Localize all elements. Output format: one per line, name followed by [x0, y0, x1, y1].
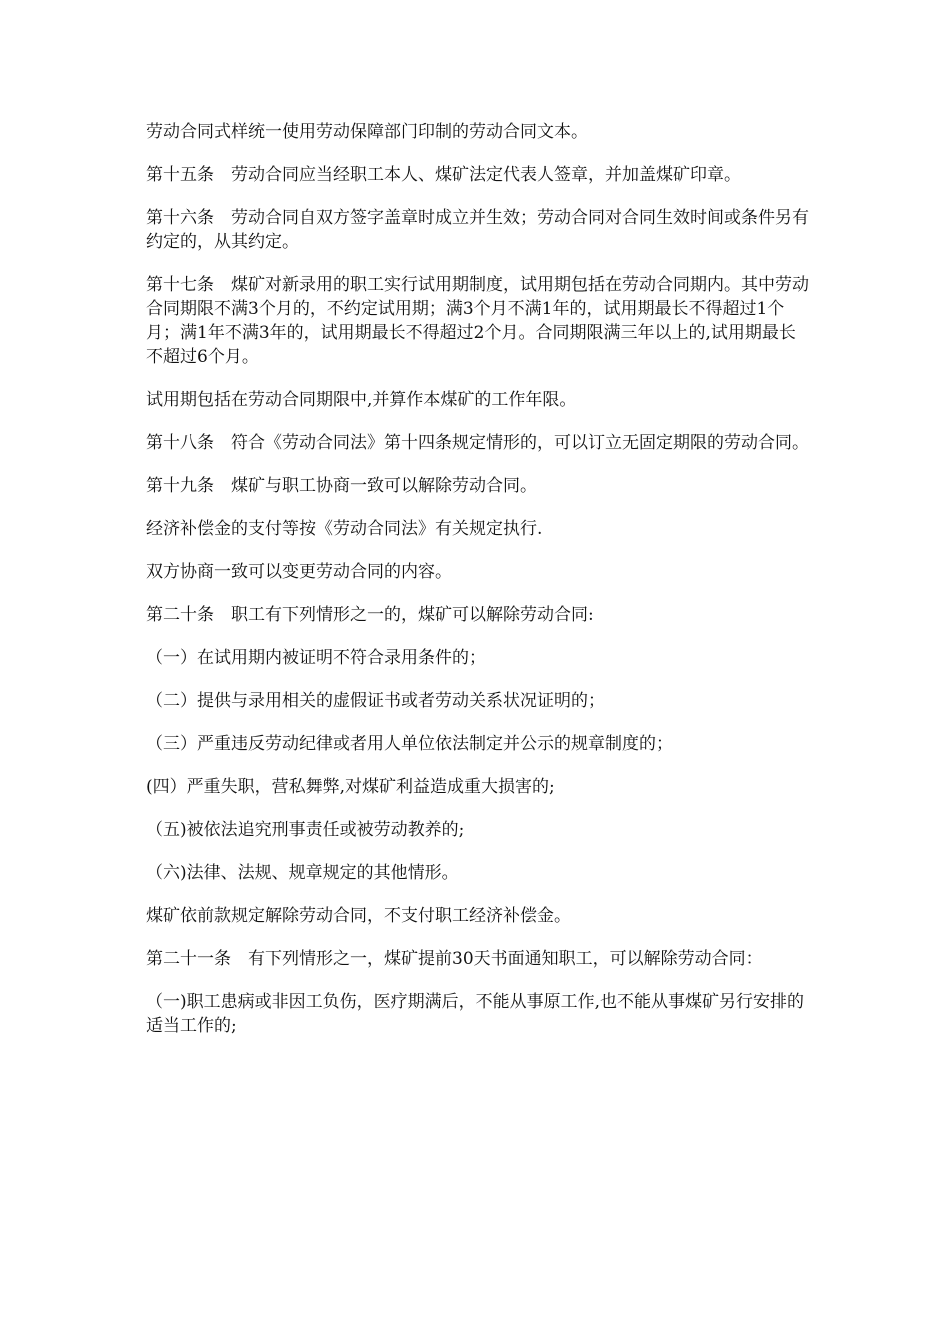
- paragraph-no-compensation: 煤矿依前款规定解除劳动合同，不支付职工经济补偿金。: [146, 906, 571, 926]
- paragraph-article-18: 第十八条 符合《劳动合同法》第十四条规定情形的，可以订立无固定期限的劳动合同。: [146, 433, 809, 453]
- paragraph-article-17: 第十七条 煤矿对新录用的职工实行试用期制度，试用期包括在劳动合同期内。其中劳动合同期限不满3个月的，不约定试用期；满3个月不满1年的，试用期最长不得超过1个月；满1年不满3年的，试用期最长不得超过2个月。合同期限满三年以上的,试用期最长不超过6个月。: [146, 275, 809, 367]
- paragraph-article-21: 第二十一条 有下列情形之一，煤矿提前30天书面通知职工，可以解除劳动合同：: [146, 949, 763, 969]
- paragraph-contract-template: 劳动合同式样统一使用劳动保障部门印制的劳动合同文本。: [146, 122, 588, 142]
- list-item-21-1: （一)职工患病或非因工负伤，医疗期满后，不能从事原工作,也不能从事煤矿另行安排的适当工作的;: [146, 992, 805, 1036]
- list-item-20-4: (四）严重失职，营私舞弊,对煤矿利益造成重大损害的;: [146, 777, 555, 797]
- document-body: [146, 120, 811, 1057]
- list-item-20-2: （二）提供与录用相关的虚假证书或者劳动关系状况证明的；: [146, 691, 605, 711]
- paragraph-probation-period: 试用期包括在劳动合同期限中,并算作本煤矿的工作年限。: [146, 390, 577, 410]
- paragraph-compensation: 经济补偿金的支付等按《劳动合同法》有关规定执行.: [146, 519, 543, 539]
- list-item-20-1: （一）在试用期内被证明不符合录用条件的；: [146, 648, 486, 668]
- paragraph-change-contract: 双方协商一致可以变更劳动合同的内容。: [146, 562, 452, 582]
- paragraph-article-19: 第十九条 煤矿与职工协商一致可以解除劳动合同。: [146, 476, 537, 496]
- paragraph-article-15: 第十五条 劳动合同应当经职工本人、煤矿法定代表人签章，并加盖煤矿印章。: [146, 165, 741, 185]
- list-item-20-3: （三）严重违反劳动纪律或者用人单位依法制定并公示的规章制度的；: [146, 734, 673, 754]
- paragraph-article-20: 第二十条 职工有下列情形之一的，煤矿可以解除劳动合同:: [146, 605, 594, 625]
- paragraph-article-16: 第十六条 劳动合同自双方签字盖章时成立并生效；劳动合同对合同生效时间或条件另有约定的，从其约定。: [146, 208, 809, 252]
- list-item-20-6: （六)法律、法规、规章规定的其他情形。: [146, 863, 459, 883]
- list-item-20-5: （五)被依法追究刑事责任或被劳动教养的;: [146, 820, 465, 840]
